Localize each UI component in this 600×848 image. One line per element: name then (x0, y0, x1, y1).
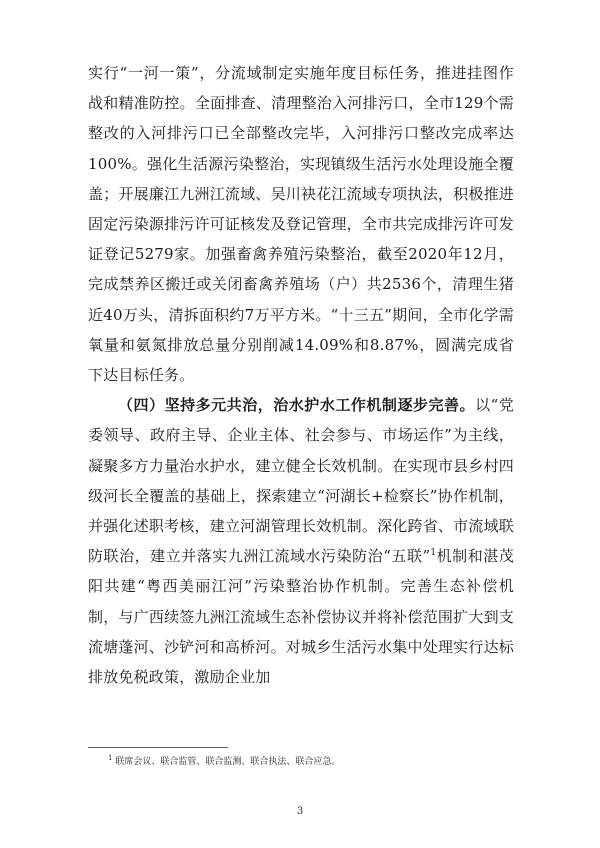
body-text (88, 58, 514, 692)
section-heading: （四）坚持多元共治，治水护水工作机制逐步完善。 (118, 396, 476, 415)
paragraph-1 (88, 58, 514, 390)
footnote-marker: 1 (108, 754, 113, 762)
paragraph-1-text: 实行“一河一策”，分流域制定实施年度目标任务，推进挂图作战和精准防控。全面排查、清理整治入河排污口，全市129个需整改的入河排污口已全部整改完毕，入河排污口整改完成率达100%。强化生活源污染整治，实现镇级生活污水处理设施全覆盖；开展廉江九洲江流域、吴川袂花江流域专项执法，积极推进固定污染源排污许可证核发及登记管理，全市共完成排污许可发证登记5279家。加强畜禽养殖污染整治，截至2020年12月，完成禁养区搬迁或关闭畜禽养殖场（户）共2536个，清理生猪近40万头，清拆面积约7万平方米。“十三五”期间，全市化学需氧量和氨氮排放总量分别削减14.09%和8.87%，圆满完成省下达目标任务。 (88, 64, 514, 385)
footnote (108, 755, 508, 769)
footnote-divider (88, 747, 228, 748)
page-number: 3 (296, 806, 304, 817)
paragraph-2 (88, 390, 514, 692)
footnote-text: 联席会议、联合监管、联合监测、联合执法、联合应急。 (115, 757, 341, 767)
paragraph-2-text-part-2: 机制和湛茂阳共建“粤西美丽江河”污染整治协作机制。完善生态补偿机制，与广西续签九洲江流域生态补偿协议并将补偿范围扩大到支流塘蓬河、沙铲河和高桥河。对城乡生活污水集中处理实行达标排放免税政策，激励企业加 (88, 547, 514, 687)
paragraph-2-text-part-1: 以“党委领导、政府主导、企业主体、社会参与、市场运作”为主线，凝聚多方力量治水护水，建立健全长效机制。在实现市县乡村四级河长全覆盖的基础上，探索建立“河湖长+检察长”协作机制，并强化述职考核，建立河湖管理长效机制。深化跨省、市流域联防联治，建立并落实九洲江流域水污染防治“五联” (88, 396, 514, 566)
footnote-reference: 1 (430, 548, 437, 559)
